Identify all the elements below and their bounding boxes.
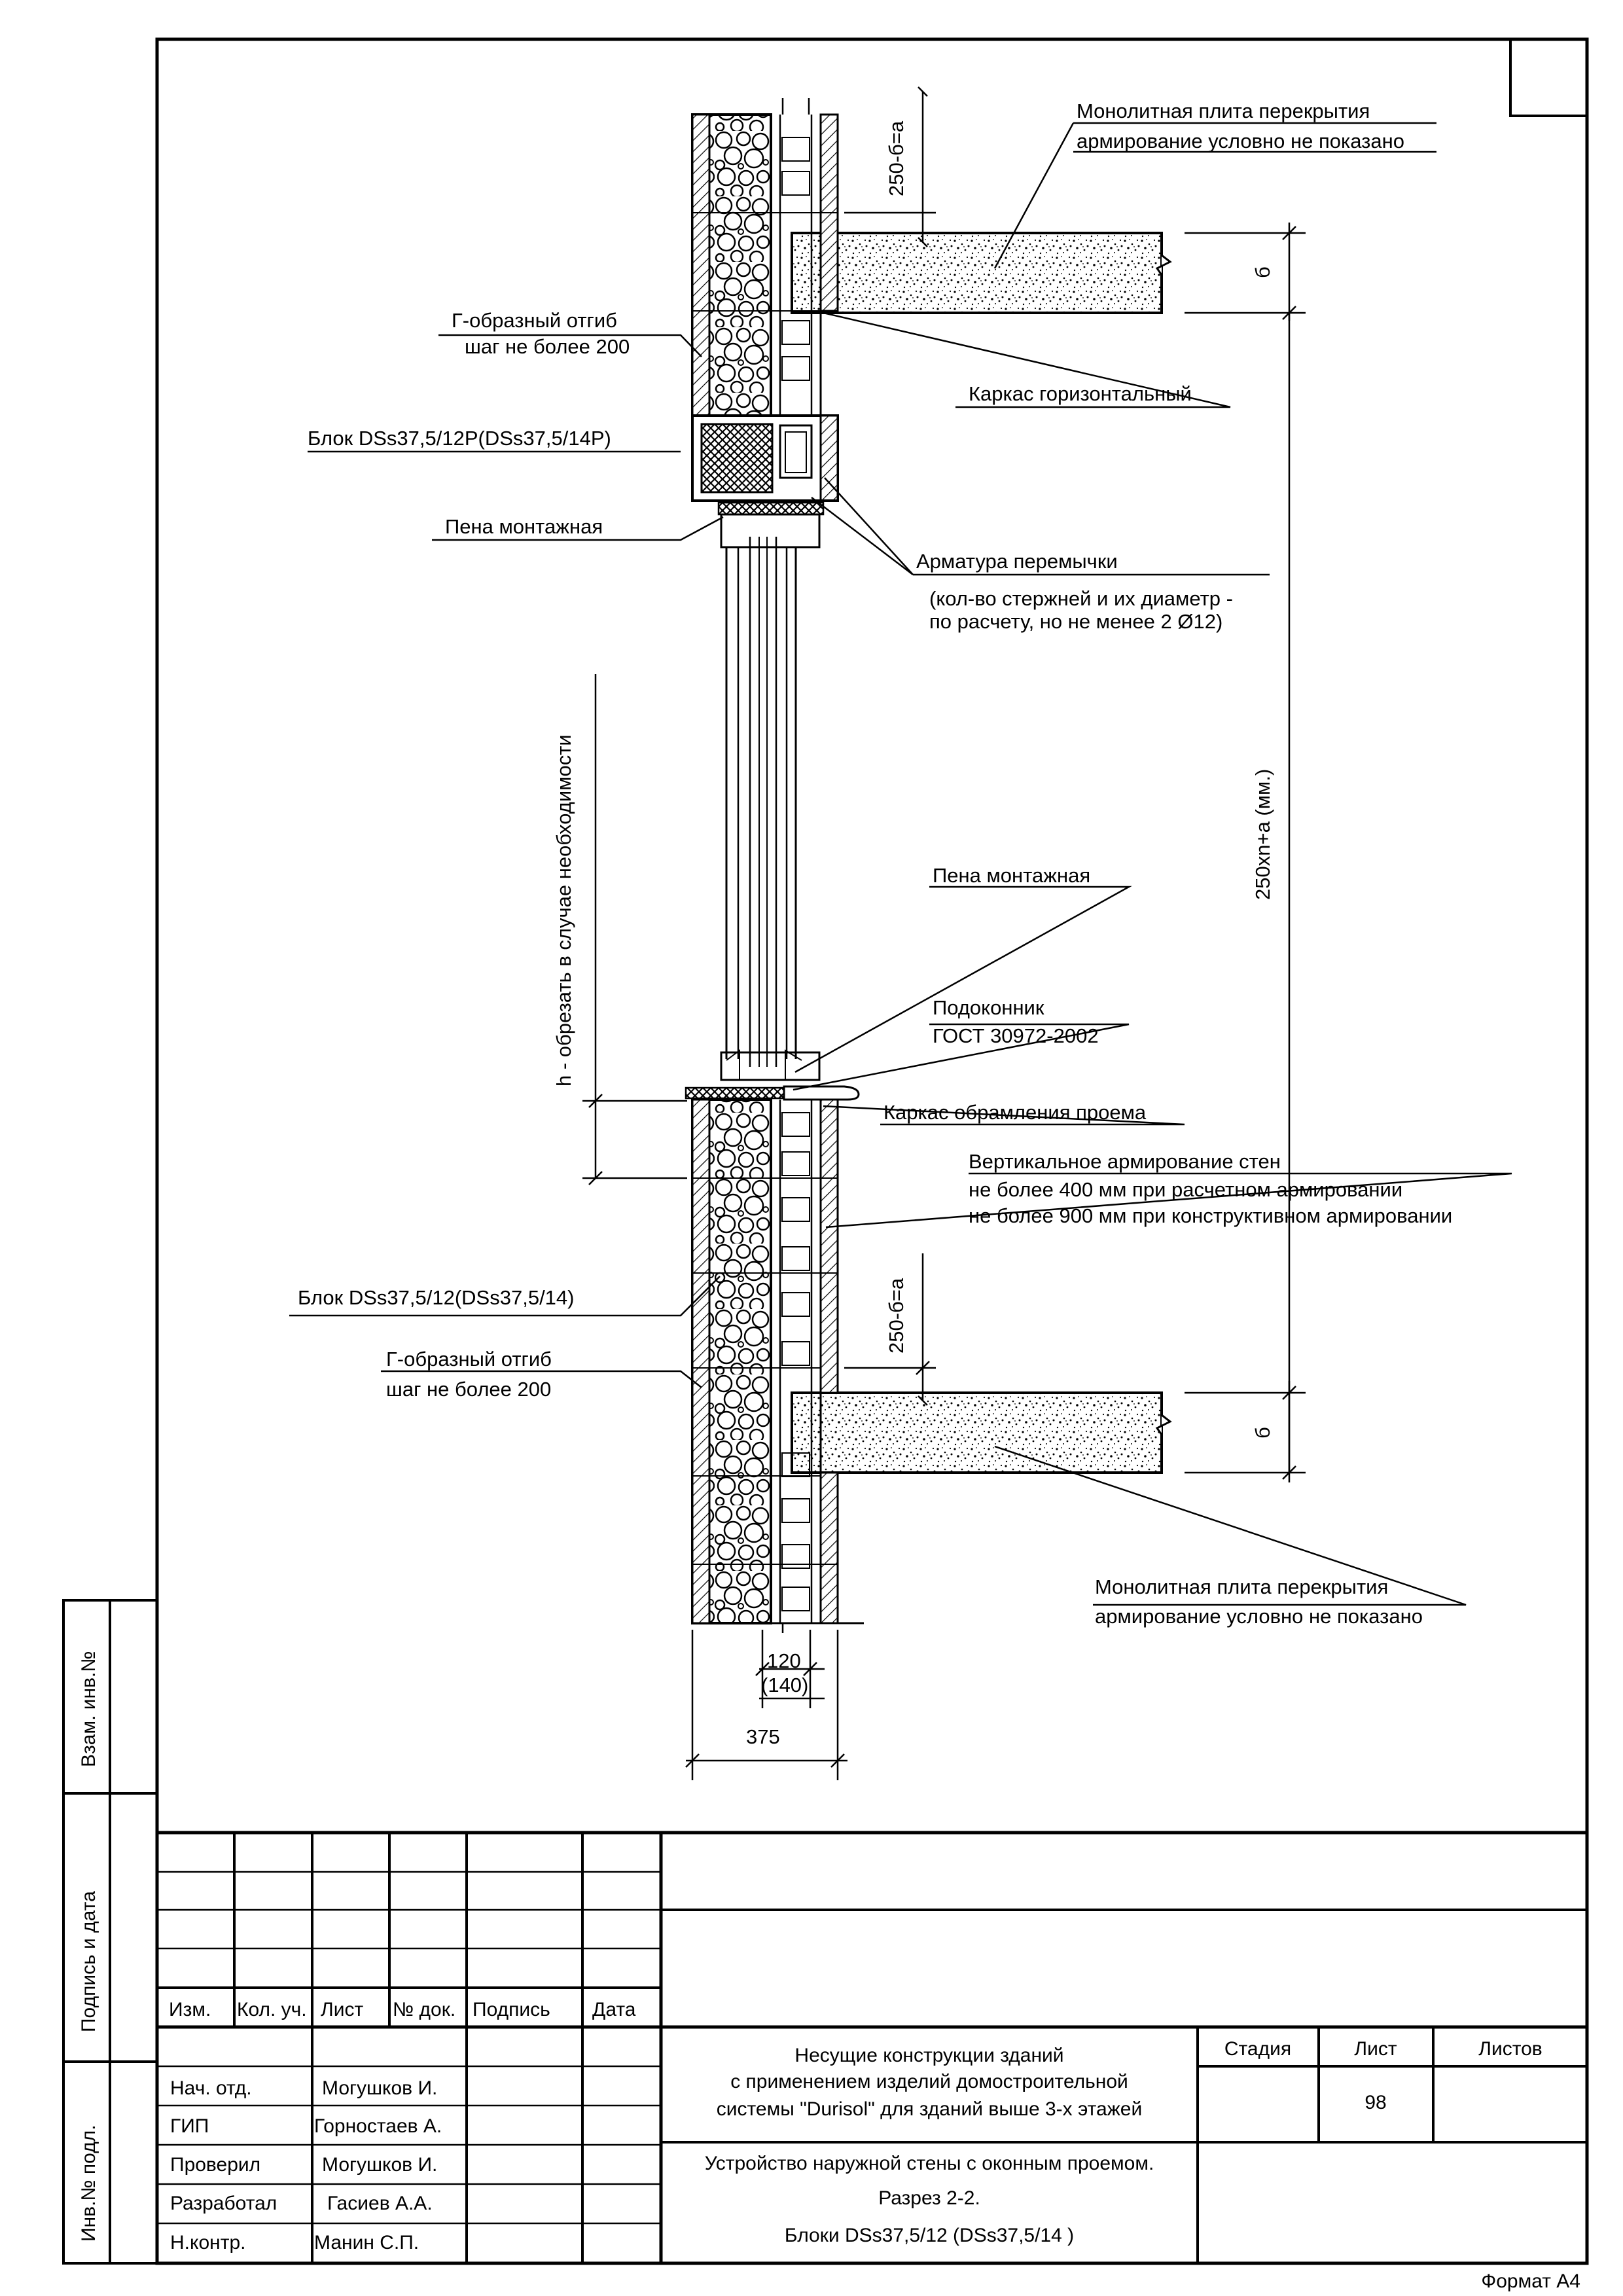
label-frame-opening: Каркас обрамления проема <box>883 1101 1147 1124</box>
window-frame <box>719 503 823 1080</box>
label-bend-bottom-1: Г-образный отгиб <box>386 1348 552 1371</box>
drawing-labels <box>298 99 1452 1748</box>
label-dim-375: 375 <box>746 1725 780 1748</box>
project-line-2: с применением изделий домостроительной <box>730 2071 1128 2092</box>
label-slab-top-1: Монолитная плита перекрытия <box>1077 99 1370 122</box>
sheet-number: 98 <box>1364 2092 1387 2113</box>
header-n-dok: № док. <box>393 1999 456 2020</box>
label-bend-bottom-2: шаг не более 200 <box>386 1378 552 1401</box>
label-slab-top-2: армирование условно не показано <box>1077 130 1404 152</box>
label-vert-rebar-1: Вертикальное армирование стен <box>969 1150 1281 1173</box>
title-block-people <box>170 2077 442 2253</box>
name-2: Могушков И. <box>322 2154 438 2176</box>
label-sill-1: Подоконник <box>933 996 1044 1019</box>
stage-label: Стадия <box>1224 2038 1292 2060</box>
role-4: Н.контр. <box>170 2232 246 2253</box>
sheet-title-1: Устройство наружной стены с оконным проемом. <box>704 2153 1154 2174</box>
title-block-headers <box>169 1999 636 2020</box>
lintel-block <box>692 416 838 501</box>
label-dim-120: 120 <box>767 1649 801 1672</box>
role-0: Нач. отд. <box>170 2077 252 2099</box>
label-slab-bottom-2: армирование условно не показано <box>1095 1605 1423 1628</box>
window-sill <box>686 1086 859 1100</box>
side-inv: Инв.№ подл. <box>78 2125 99 2242</box>
role-1: ГИП <box>170 2115 209 2137</box>
label-block-wall: Блок DSs37,5/12(DSs37,5/14) <box>298 1286 575 1309</box>
label-dim-250b-bottom: 250-б=а <box>885 1278 908 1354</box>
project-line-1: Несущие конструкции зданий <box>794 2045 1064 2066</box>
side-podpis: Подпись и дата <box>78 1891 99 2032</box>
side-vzam: Взам. инв.№ <box>78 1651 99 1767</box>
label-dim-b-bottom: б <box>1251 1427 1274 1439</box>
label-sill-2: ГОСТ 30972-2002 <box>933 1024 1099 1047</box>
project-line-3: системы "Durisol" для зданий выше 3-х этажей <box>716 2098 1143 2120</box>
name-4: Манин С.П. <box>314 2232 419 2253</box>
header-data: Дата <box>592 1999 636 2020</box>
role-2: Проверил <box>170 2154 261 2176</box>
header-kol-uch: Кол. уч. <box>237 1999 307 2020</box>
label-foam-top: Пена монтажная <box>445 515 603 538</box>
name-3: Гасиев А.А. <box>327 2193 433 2214</box>
sheet-frame <box>157 39 1587 2263</box>
lower-wall <box>692 1100 864 1633</box>
label-vert-rebar-2: не более 400 мм при расчетном армировании <box>969 1178 1403 1201</box>
name-1: Горностаев А. <box>314 2115 442 2137</box>
label-block-lintel: Блок DSs37,5/12P(DSs37,5/14P) <box>308 427 611 450</box>
label-bend-top-1: Г-образный отгиб <box>452 309 617 332</box>
upper-floor-slab <box>792 233 1170 313</box>
sheet-title-3: Блоки DSs37,5/12 (DSs37,5/14 ) <box>784 2225 1075 2246</box>
name-0: Могушков И. <box>322 2077 438 2099</box>
label-frame-horizontal: Каркас горизонтальный <box>969 382 1192 405</box>
label-dim-total: 250xn+a (мм.) <box>1251 768 1274 900</box>
label-lintel-rebar-1: Арматура перемычки <box>916 550 1118 573</box>
header-izm: Изм. <box>169 1999 211 2020</box>
format-label: Формат А4 <box>1481 2270 1580 2292</box>
sheet-label: Лист <box>1354 2038 1397 2060</box>
label-slab-bottom-1: Монолитная плита перекрытия <box>1095 1575 1389 1598</box>
label-bend-top-2: шаг не более 200 <box>465 335 630 358</box>
role-3: Разработал <box>170 2193 277 2214</box>
label-cut-h: h - обрезать в случае необходимости <box>552 734 575 1086</box>
header-podpis: Подпись <box>473 1999 550 2020</box>
sheets-label: Листов <box>1478 2038 1543 2060</box>
label-dim-b-top: б <box>1251 266 1274 278</box>
lower-floor-slab <box>792 1393 1170 1473</box>
header-list: Лист <box>321 1999 364 2020</box>
label-vert-rebar-3: не более 900 мм при конструктивном армировании <box>969 1204 1453 1227</box>
label-dim-250b-top: 250-б=а <box>885 120 908 196</box>
label-dim-140: (140) <box>761 1674 809 1696</box>
sheet-title-2: Разрез 2-2. <box>878 2187 980 2209</box>
label-lintel-rebar-2: (кол-во стержней и их диаметр - <box>929 587 1233 610</box>
label-foam-bottom: Пена монтажная <box>933 864 1091 887</box>
label-lintel-rebar-3: по расчету, но не менее 2 Ø12) <box>929 610 1223 633</box>
